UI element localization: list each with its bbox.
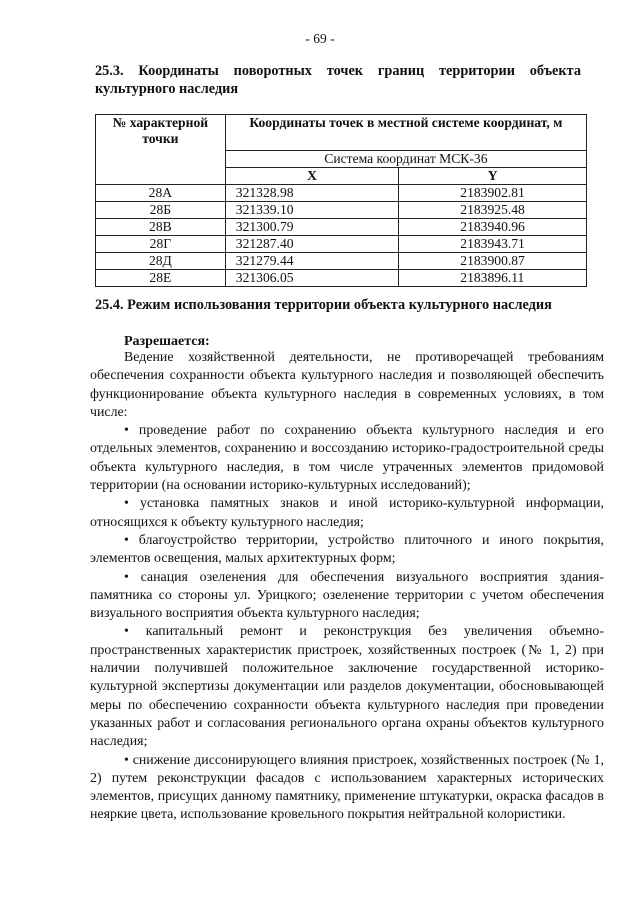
point-id-cell: 28Г [96,236,226,253]
list-item: • проведение работ по сохранению объекта культурного наследия и его отдельных элементов, сохранению и воссозданию историко-градостроительной среды объекта культурного наследия, в том числе утраченных элементов придомовой территории (на основании историко-культурных исследований); [90,423,604,494]
list-item: • капитальный ремонт и реконструкция без увеличения объемно-пространственных характеристик пристроек, хозяйственных построек (№ 1, 2) при наличии получившей положительное заключение государственной историко-культурной экспертизы документации или разделов документации, обосновывающей меры по обеспечению сохранности объекта культурного наследия при проведении указанных работ и согласования регионального органа охраны объектов культурного наследия; [90,624,604,750]
coordinates-header: Координаты точек в местной системе координат, м [225,115,586,151]
y-value-cell: 2183896.11 [399,270,587,287]
list-item: • санация озеленения для обеспечения визуального восприятия здания-памятника со стороны ул. Урицкого; озеленение территории с учетом обеспечения визуального восприятия объекта культурного наследия; [90,569,604,622]
point-id-cell: 28А [96,185,226,202]
x-value-cell: 321328.98 [225,185,399,202]
x-column-header: X [225,168,399,185]
page-number: - 69 - [305,31,335,46]
point-id-cell: 28В [96,219,226,236]
coordinate-system-header: Система координат МСК-36 [225,151,586,168]
list-item: • снижение диссонирующего влияния пристроек, хозяйственных построек (№ 1, 2) путем реконструкции фасадов с использованием характерных исторических элементов, присущих данному памятнику, применение штукатурки, окраска фасадов в неяркие цвета, использование кровельного покрытия нейтральной колористики. [90,752,604,823]
y-value-cell: 2183925.48 [399,202,587,219]
section-heading-25-3: 25.3. Координаты поворотных точек границ территории объекта культурного наследия [95,63,581,97]
table-row [96,185,587,202]
table-row [96,270,587,287]
x-value-cell: 321306.05 [225,270,399,287]
coordinates-table [95,114,587,287]
y-value-cell: 2183940.96 [399,219,587,236]
table-row [96,236,587,253]
y-value-cell: 2183900.87 [399,253,587,270]
body-text [90,349,604,825]
allowed-label: Разрешается: [124,334,210,349]
list-item: • установка памятных знаков и иной историко-культурной информации, относящихся к объекту культурного наследия; [90,496,604,530]
x-value-cell: 321339.10 [225,202,399,219]
x-value-cell: 321300.79 [225,219,399,236]
table-row [96,219,587,236]
y-value-cell: 2183902.81 [399,185,587,202]
y-value-cell: 2183943.71 [399,236,587,253]
list-item: • благоустройство территории, устройство плиточного и иного покрытия, элементов освещения, малых архитектурных форм; [90,532,604,567]
point-number-header: № характерной точки [96,115,226,185]
point-id-cell: 28Б [96,202,226,219]
section-heading-25-4: 25.4. Режим использования территории объекта культурного наследия [95,297,552,313]
table-row [96,253,587,270]
x-value-cell: 321279.44 [225,253,399,270]
point-id-cell: 28Е [96,270,226,287]
paragraph-intro: Ведение хозяйственной деятельности, не противоречащей требованиям обеспечения сохранности объекта культурного наследия и позволяющей обеспечить функционирование объекта культурного наследия в современных условиях, в том числе: [90,350,604,420]
x-value-cell: 321287.40 [225,236,399,253]
table-row [96,202,587,219]
y-column-header: Y [399,168,587,185]
point-id-cell: 28Д [96,253,226,270]
